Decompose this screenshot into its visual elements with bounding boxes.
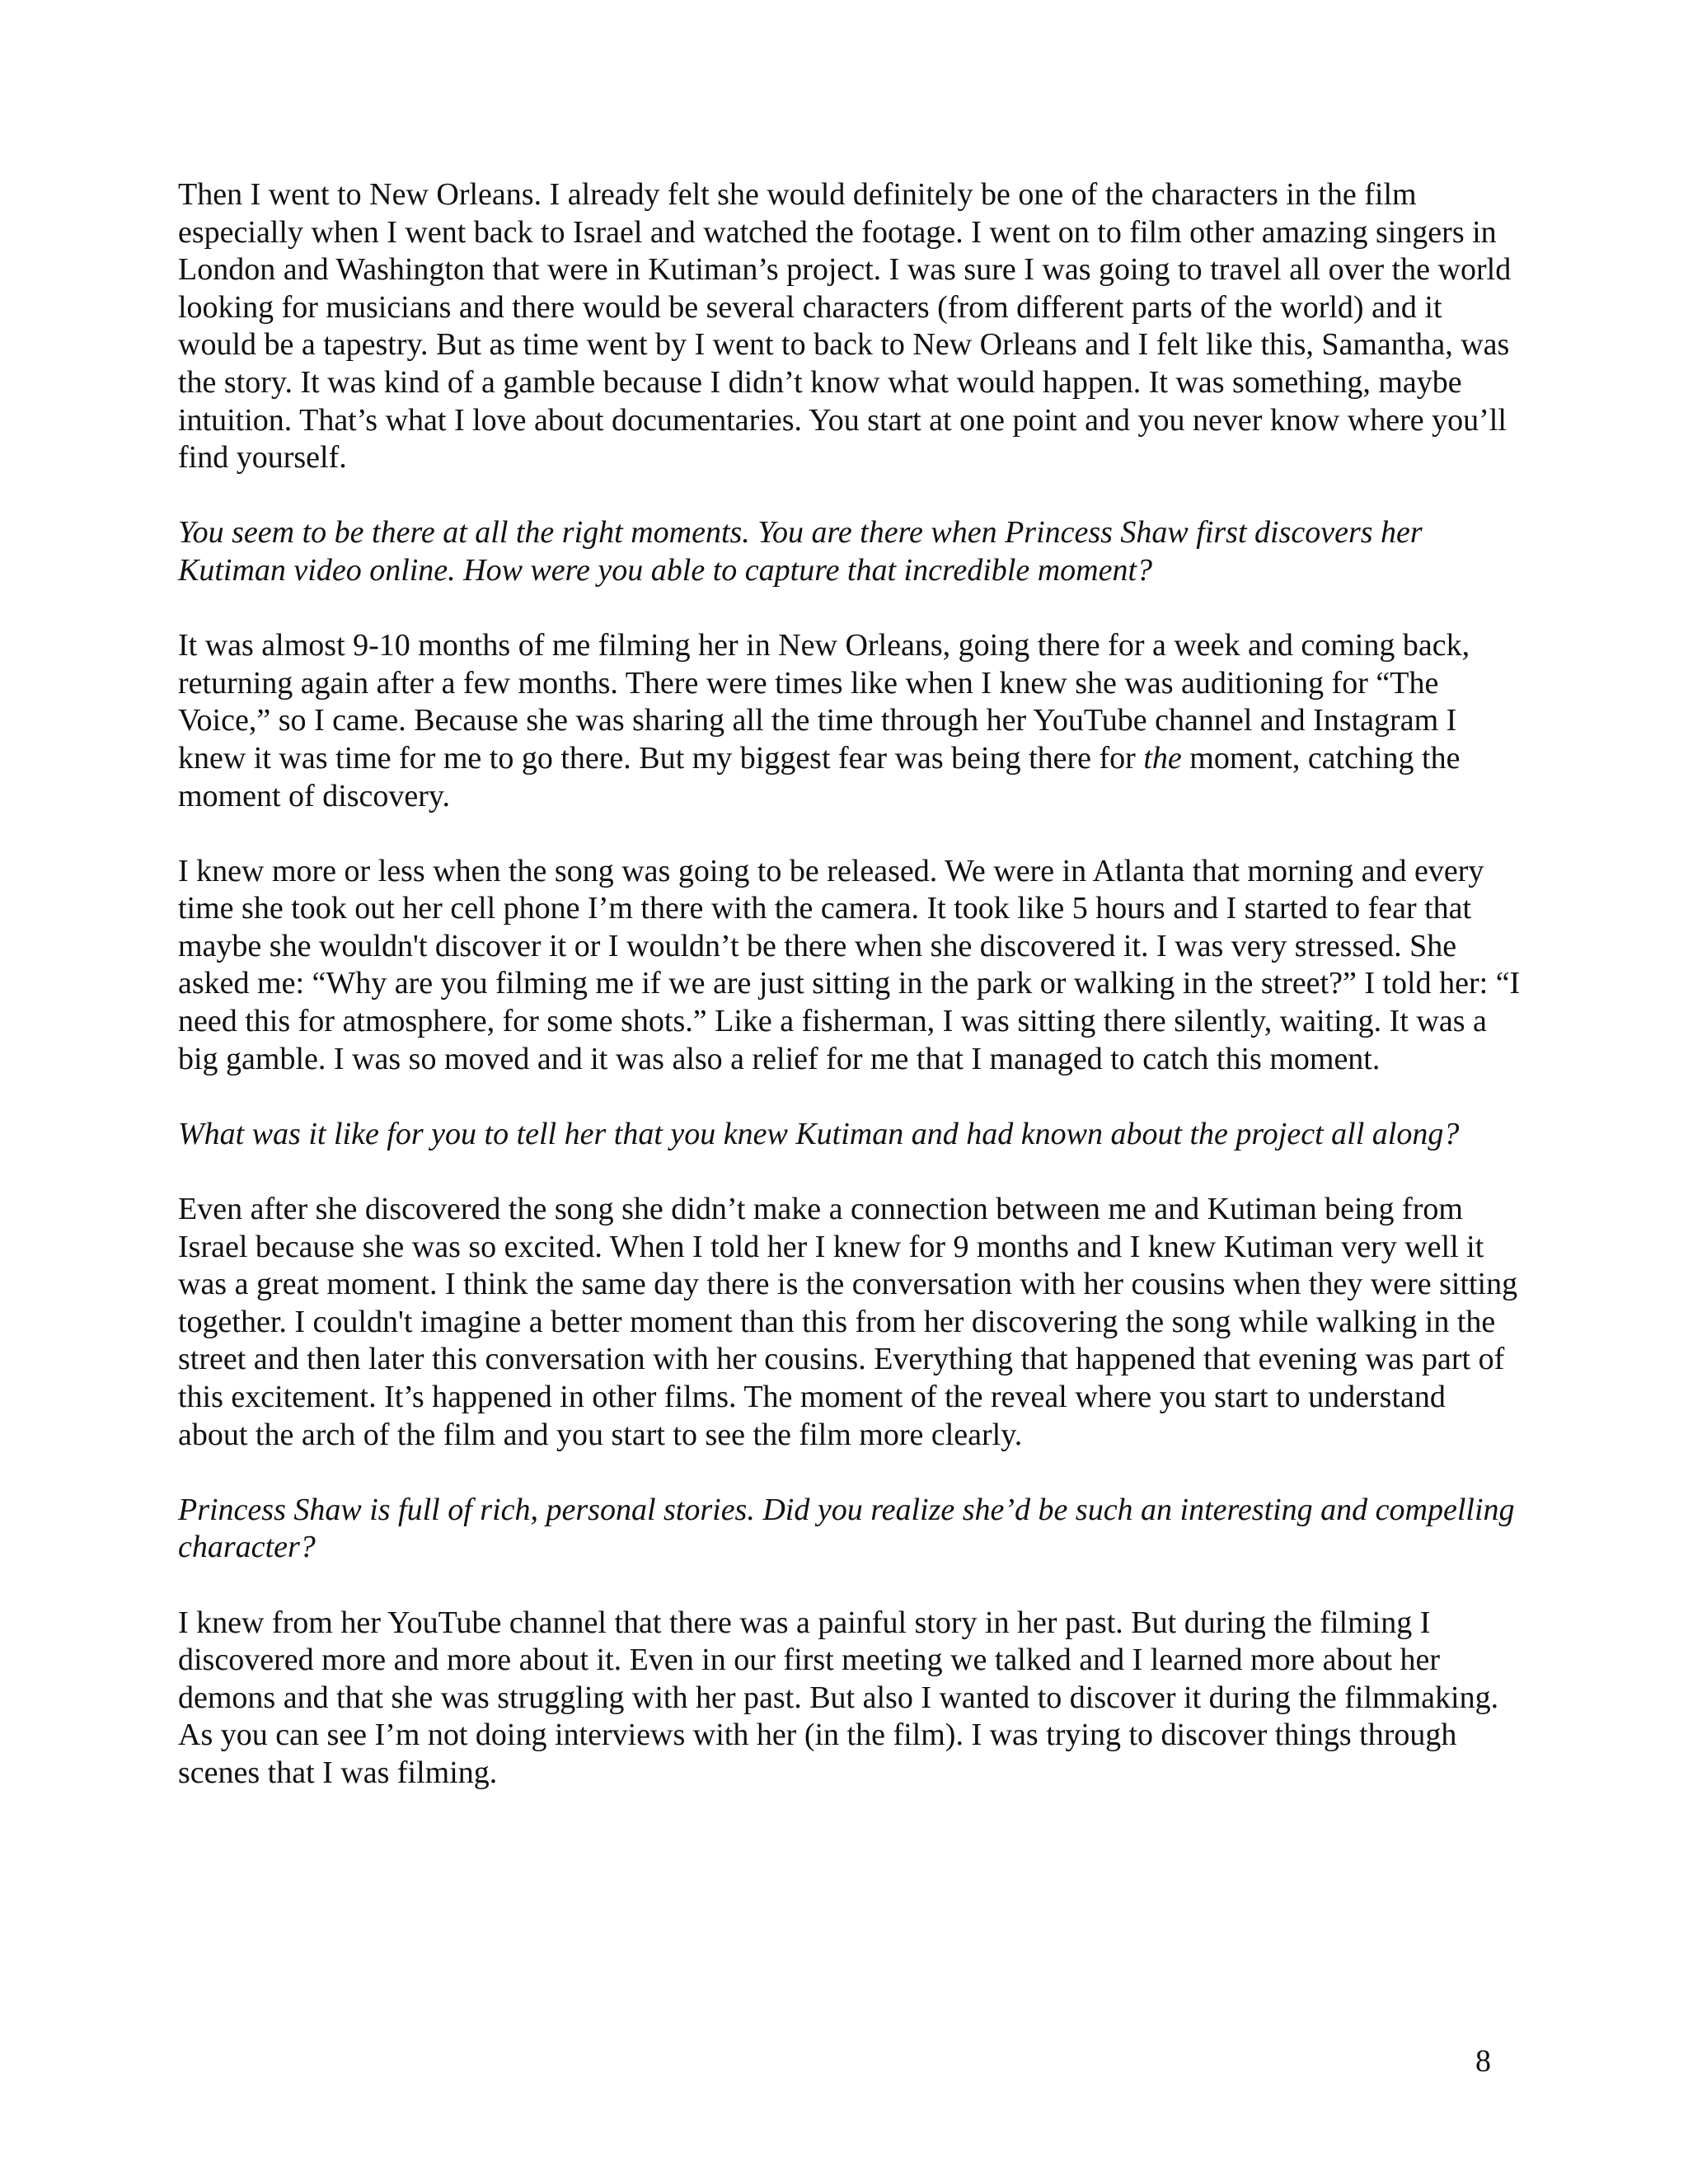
answer-paragraph-2-text-after: moment, catching the moment of discovery.: [178, 740, 1461, 813]
answer-paragraph-3: I knew more or less when the song was going to be released. We were in Atlanta that morning and every time she took out her cell phone I’m there with the camera. It took like 5 hours and I started to fear that maybe she wouldn't discover it or I wouldn’t be there when she discovered it. I was very stressed. She asked me: “Why are you filming me if we are just sitting in the park or walking in the street?” I told her: “I need this for atmosphere, for some shots.” Like a fisherman, I was sitting there silently, waiting. It was a big gamble. I was so moved and it was also a relief for me that I managed to catch this moment.: [178, 853, 1521, 1076]
answer-paragraph-2-emphasis: the: [1143, 740, 1182, 776]
page-number: 8: [1475, 2044, 1491, 2079]
question-paragraph-2: What was it like for you to tell her that you knew Kutiman and had known about the project all along?: [178, 1116, 1460, 1151]
answer-paragraph-5: I knew from her YouTube channel that there was a painful story in her past. But during the filming I discovered more and more about it. Even in our first meeting we talked and I learned more about her demons and that she was struggling with her past. But also I wanted to discover it during the filmmaking. As you can see I’m not doing interviews with her (in the film). I was trying to discover things through scenes that I was filming.: [178, 1605, 1499, 1790]
document-body: [178, 176, 1522, 1830]
answer-paragraph-4: Even after she discovered the song she didn’t make a connection between me and Kutiman being from Israel because she was so excited. When I told her I knew for 9 months and I knew Kutiman very well it was a great moment. I think the same day there is the conversation with her cousins when they were sitting together. I couldn't imagine a better moment than this from her discovering the song while walking in the street and then later this conversation with her cousins. Everything that happened that evening was part of this excitement. It’s happened in other films. The moment of the reveal where you start to understand about the arch of the film and you start to see the film more clearly.: [178, 1192, 1518, 1452]
question-paragraph-3: Princess Shaw is full of rich, personal stories. Did you realize she’d be such an interesting and compelling character?: [178, 1492, 1515, 1565]
answer-paragraph-2: [178, 627, 1522, 815]
answer-paragraph-1: Then I went to New Orleans. I already felt she would definitely be one of the characters in the film especially when I went back to Israel and watched the footage. I went on to film other amazing singers in London and Washington that were in Kutiman’s project. I was sure I was going to travel all over the world looking for musicians and there would be several characters (from different parts of the world) and it would be a tapestry. But as time went by I went to back to New Orleans and I felt like this, Samantha, was the story. It was kind of a gamble because I didn’t know what would happen. It was something, maybe intuition. That’s what I love about documentaries. You start at one point and you never know where you’ll find yourself.: [178, 177, 1512, 476]
question-paragraph-1: You seem to be there at all the right moments. You are there when Princess Shaw first discovers her Kutiman video online. How were you able to capture that incredible moment?: [178, 515, 1423, 588]
answer-paragraph-2-text-before: It was almost 9-10 months of me filming her in New Orleans, going there for a week and coming back, returning again after a few months. There were times like when I knew she was auditioning for “The Voice,” so I came. Because she was sharing all the time through her YouTube channel and Instagram I knew it was time for me to go there. But my biggest fear was being there for: [178, 628, 1470, 776]
